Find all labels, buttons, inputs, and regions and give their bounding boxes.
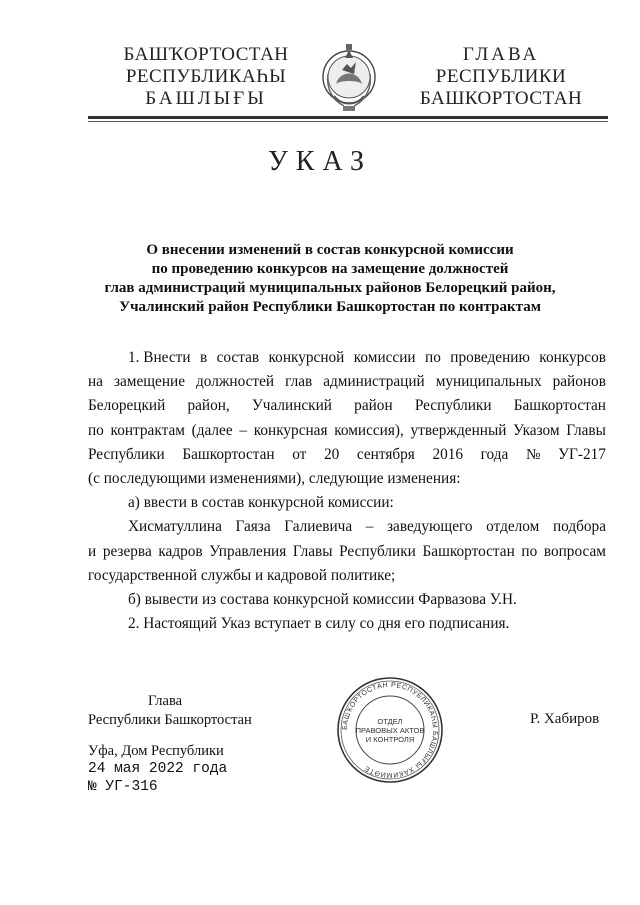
paragraph-a-line-3: государственной службы и кадровой политике;: [88, 566, 396, 584]
word: по: [521, 542, 538, 560]
word: районов: [552, 373, 606, 391]
paragraph-a-line-2: [88, 540, 606, 564]
paragraph-1-line-6: (с последующими изменениями), следующие изменения:: [88, 470, 461, 488]
decree-body: [88, 346, 606, 636]
word: 1. Внести: [128, 349, 191, 366]
subject-line: О внесении изменений в состав конкурсной комиссии: [146, 242, 514, 258]
word: контрактам: [110, 421, 185, 439]
word: Республики: [88, 445, 165, 463]
word: и: [88, 542, 97, 560]
paragraph-2: 2. Настоящий Указ вступает в силу со дня его подписания.: [128, 615, 510, 633]
word: от: [292, 445, 307, 463]
official-seal-stamp: [336, 676, 444, 784]
word: Башкортостан: [182, 445, 275, 463]
word: конкурсов: [539, 349, 606, 366]
seal-outer-text: БАШҠОРТОСТАН РЕСПУБЛИКАҺЫ БАШЛЫҒЫ ХАКИМИӘТЕ: [341, 681, 439, 779]
word: Республики: [339, 542, 416, 560]
word: конкурсной: [268, 349, 345, 366]
header-bashkir-title: [118, 44, 294, 110]
word: должностей: [196, 373, 275, 391]
word: проведению: [450, 349, 530, 366]
word: подбора: [552, 518, 606, 536]
word: утвержденный: [410, 421, 507, 439]
decree-place: Уфа, Дом Республики: [88, 743, 224, 759]
word: замещение: [113, 373, 186, 391]
word: 2016: [432, 445, 464, 463]
header-left-line: БАШҠОРТОСТАН: [123, 44, 289, 65]
word: –: [365, 518, 374, 536]
word: Хисматуллина: [128, 518, 222, 536]
paragraph-1-line-3: [88, 394, 606, 418]
word: Учалинский: [251, 397, 332, 415]
word: кадров: [158, 542, 203, 560]
paragraph-b: б) вывести из состава конкурсной комиссии Фарвазова У.Н.: [128, 591, 517, 609]
word: Гаяза: [235, 518, 271, 536]
paragraph-1-line-5: [88, 443, 606, 467]
word: –: [239, 421, 247, 439]
word: Белорецкий: [88, 397, 166, 415]
word: резерва: [102, 542, 152, 560]
word: Республики: [414, 397, 492, 415]
word: по: [425, 349, 441, 366]
header-divider-thick: [88, 116, 608, 119]
decree-subject: [60, 241, 600, 317]
word: муниципальных: [435, 373, 542, 391]
subject-line: Учалинский район Республики Башкортостан по контрактам: [119, 299, 541, 315]
word: УГ-217: [558, 445, 606, 463]
word: глав: [285, 373, 313, 391]
word: заведующего: [387, 518, 473, 536]
word: Управления: [209, 542, 287, 560]
word: года: [480, 445, 509, 463]
word: вопросам: [543, 542, 606, 560]
header-right-line: РЕСПУБЛИКИ: [435, 66, 567, 87]
word: состав: [216, 349, 260, 366]
word: Главы: [566, 421, 606, 439]
word: (далее: [191, 421, 233, 439]
decree-place-date-number: [88, 742, 227, 796]
position-line: Глава: [148, 693, 183, 709]
word: Башкортостан: [422, 542, 515, 560]
word: конкурсная: [253, 421, 328, 439]
word: отделом: [486, 518, 540, 536]
word: администраций: [323, 373, 425, 391]
position-line: Республики Башкортостан: [88, 712, 252, 728]
paragraph-1-line-2: [88, 370, 606, 394]
word: 20: [323, 445, 340, 463]
subject-line: глав администраций муниципальных районов Белорецкий район,: [104, 280, 556, 296]
signatory-position: [88, 692, 252, 730]
word: Указом: [513, 421, 560, 439]
header-right-line: ГЛАВА: [462, 44, 540, 65]
word: комиссия),: [334, 421, 404, 439]
header-russian-title: [418, 44, 584, 110]
seal-center-line: И КОНТРОЛЯ: [365, 735, 415, 744]
header-left-line: РЕСПУБЛИКАҺЫ: [125, 66, 287, 87]
word: Башкортостан: [513, 397, 606, 415]
word: Галиевича: [284, 518, 353, 536]
word: район: [354, 397, 393, 415]
word: №: [525, 445, 541, 463]
word: на: [88, 373, 103, 391]
word: по: [88, 421, 104, 439]
seal-center-line: ОТДЕЛ: [377, 717, 403, 726]
paragraph-a-line-1: [88, 515, 606, 539]
word: сентября: [356, 445, 415, 463]
word: комиссии: [353, 349, 416, 366]
header-right-line: БАШКОРТОСТАН: [419, 88, 583, 109]
document-title: УКАЗ: [267, 146, 373, 177]
header-left-line: БАШЛЫҒЫ: [145, 88, 267, 109]
subject-line: по проведению конкурсов на замещение должностей: [151, 261, 509, 277]
bashkortostan-emblem-icon: [320, 40, 378, 114]
word: район,: [187, 397, 230, 415]
paragraph-1-line-4: [88, 419, 606, 443]
seal-center-line: ПРАВОВЫХ АКТОВ: [355, 726, 425, 735]
word: в: [199, 349, 208, 366]
paragraph-a: а) ввести в состав конкурсной комиссии:: [128, 494, 394, 512]
decree-date: 24 мая 2022 года: [88, 761, 228, 777]
header-divider-thin: [88, 121, 608, 122]
word: Главы: [292, 542, 333, 560]
decree-number: № УГ-316: [88, 779, 158, 795]
paragraph-1-line-1: [88, 346, 606, 370]
signatory-name: Р. Хабиров: [530, 711, 600, 727]
